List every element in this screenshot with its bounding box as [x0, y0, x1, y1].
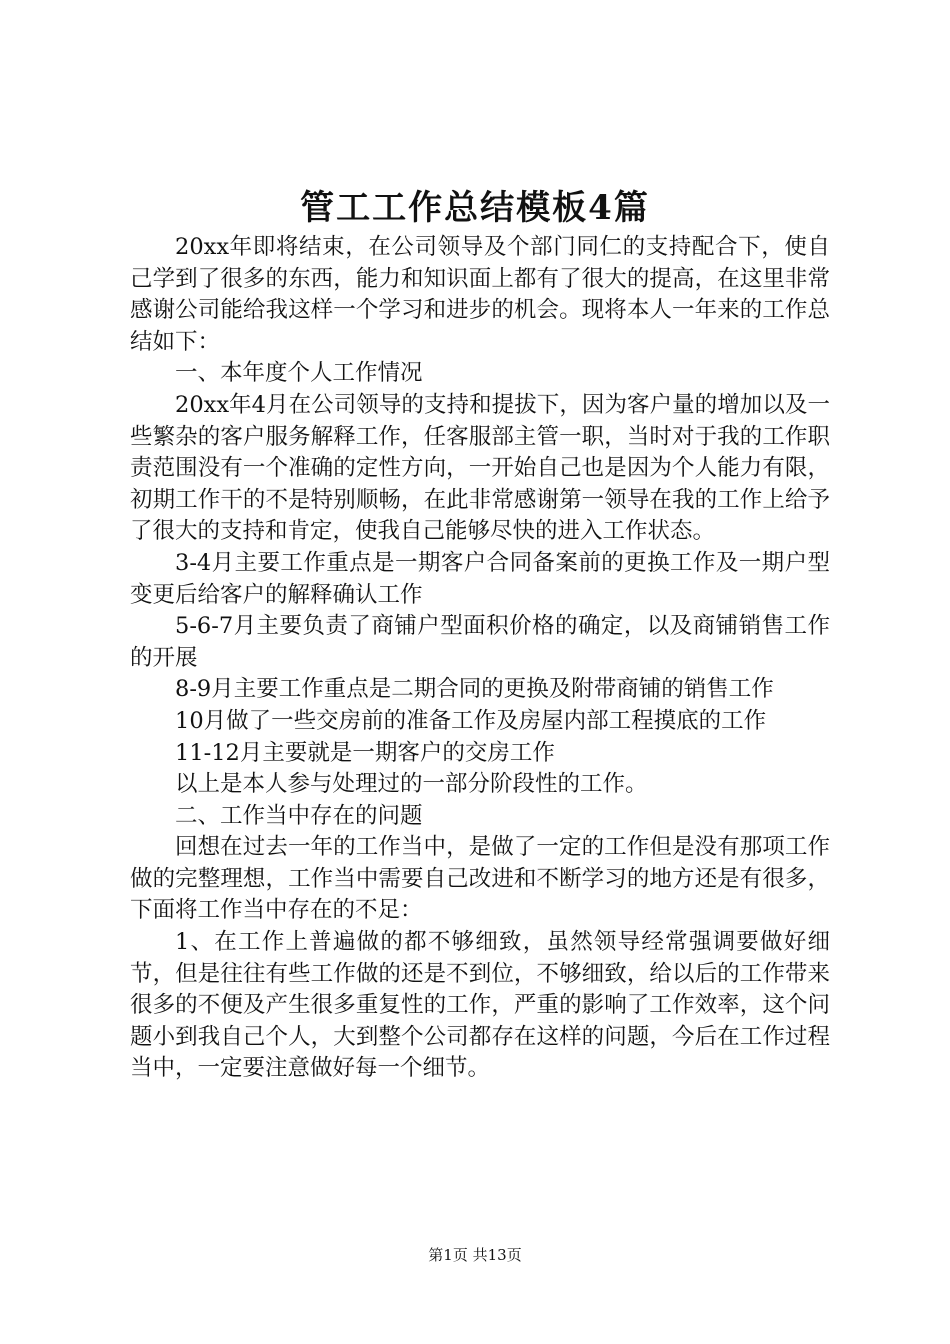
body-paragraph: 回想在过去一年的工作当中，是做了一定的工作但是没有那项工作做的完整理想，工作当中需要自己改进和不断学习的地方还是有很多，下面将工作当中存在的不足：: [130, 834, 830, 924]
body-paragraph: 20xx年4月在公司领导的支持和提拔下，因为客户量的增加以及一些繁杂的客户服务解释工作，任客服部主管一职，当时对于我的工作职责范围没有一个准确的定性方向，一开始自己也是因为个人能力有限，初期工作干的不是特别顺畅，在此非常感谢第一领导在我的工作上给予了很大的支持和肯定，使我自己能够尽快的进入工作状态。: [130, 391, 830, 545]
section-heading-1: 一、本年度个人工作情况: [175, 360, 423, 387]
document-title: 管工工作总结模板4篇: [300, 188, 650, 228]
body-paragraph: 8-9月主要工作重点是二期合同的更换及附带商铺的销售工作: [175, 676, 774, 703]
body-paragraph: 10月做了一些交房前的准备工作及房屋内部工程摸底的工作: [175, 707, 767, 734]
body-paragraph: 以上是本人参与处理过的一部分阶段性的工作。: [175, 771, 648, 798]
intro-paragraph: 20xx年即将结束，在公司领导及个部门同仁的支持配合下，使自己学到了很多的东西，能力和知识面上都有了很大的提高，在这里非常感谢公司能给我这样一个学习和进步的机会。现将本人一年来的工作总结如下：: [130, 234, 830, 355]
document-body: [130, 232, 830, 1085]
body-paragraph: 1、在工作上普遍做的都不够细致，虽然领导经常强调要做好细节，但是往往有些工作做的还是不到位，不够细致，给以后的工作带来很多的不便及产生很多重复性的工作，严重的影响了工作效率，这个问题小到我自己个人，大到整个公司都存在这样的问题，今后在工作过程当中，一定要注意做好每一个细节。: [130, 929, 830, 1082]
body-paragraph: 11-12月主要就是一期客户的交房工作: [175, 739, 555, 766]
section-heading-2: 二、工作当中存在的问题: [175, 802, 423, 829]
page-footer: 第1页 共13页: [428, 1246, 522, 1264]
body-paragraph: 3-4月主要工作重点是一期客户合同备案前的更换工作及一期户型变更后给客户的解释确认工作: [130, 549, 830, 608]
body-paragraph: 5-6-7月主要负责了商铺户型面积价格的确定，以及商铺销售工作的开展: [130, 613, 830, 671]
